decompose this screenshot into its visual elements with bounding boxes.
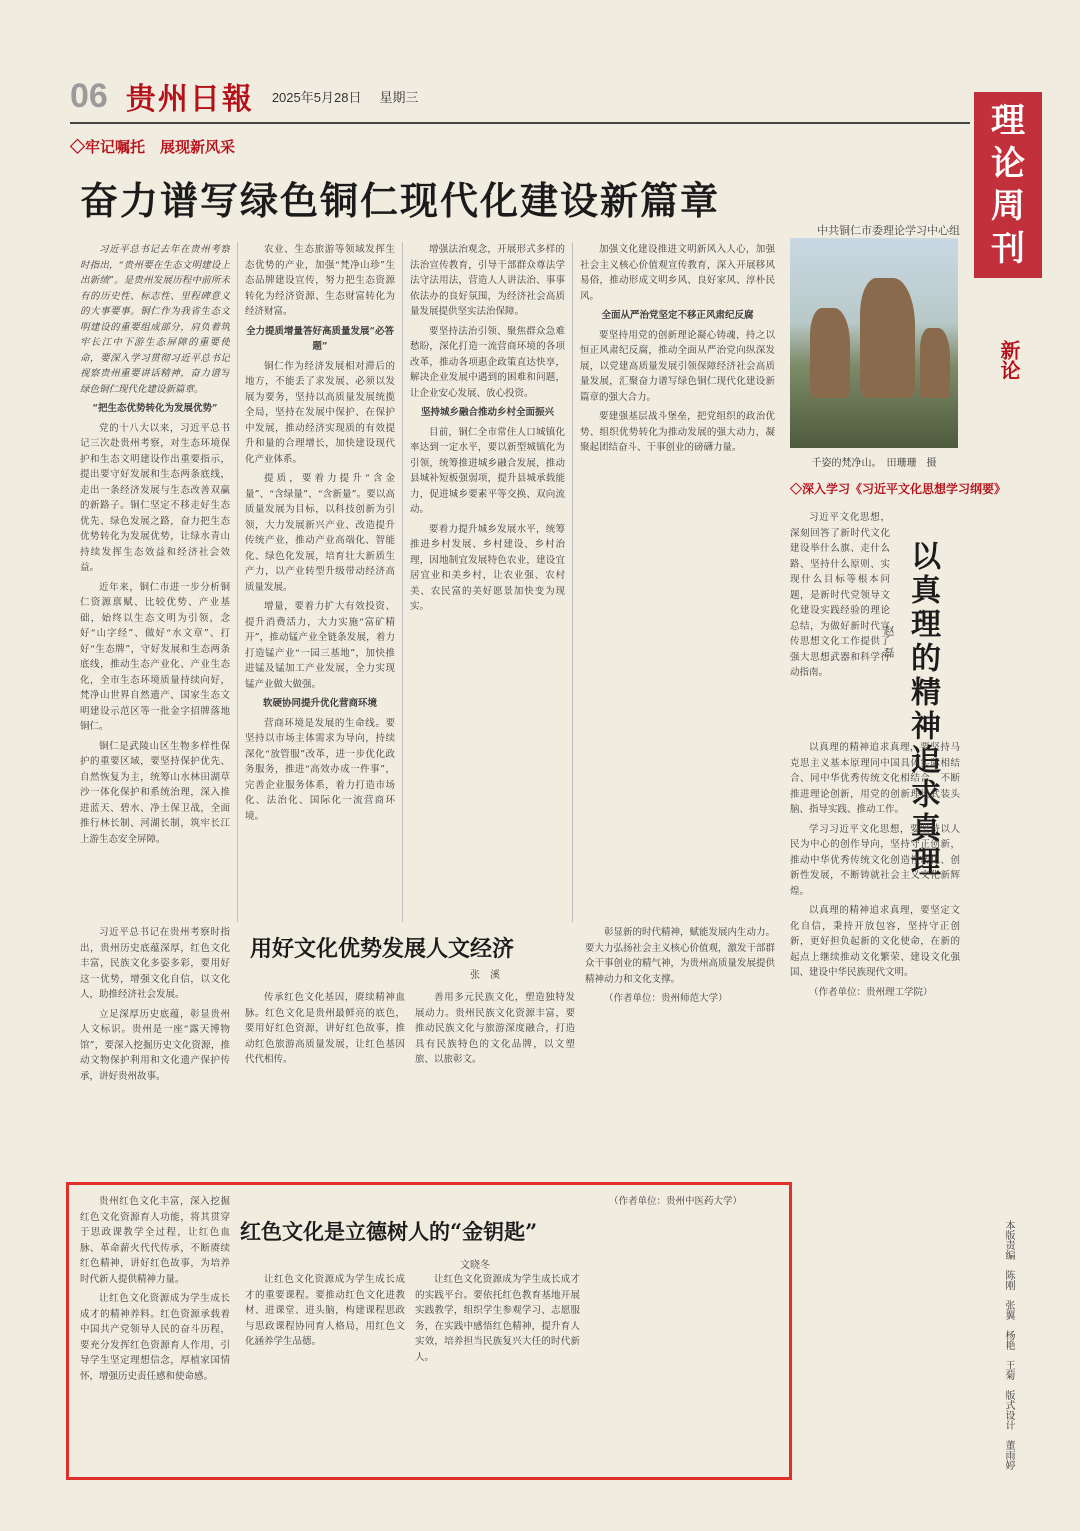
page-number: 06 [70,76,108,115]
photo-rock [860,278,915,398]
band-char-3: 周 [991,186,1025,226]
main-headline: 奋力谱写绿色铜仁现代化建设新篇章 [80,178,721,223]
main-subhead-4: 坚持城乡融合推动乡村全面振兴 [420,407,554,418]
main-paragraph: 铜仁作为经济发展相对滞后的地方，不能丢了求发展、必须以发展为要务，坚持以高质量发展统揽全局，坚持在发展中保护、在保护中发展，推动经济实现质的有效提升和量的合理增长，加快建设现代化产业体系。 [245,360,395,465]
side-headline: 以真理的精神追求真理 [905,540,940,880]
editors-credit: 本版责编 陈刚 张翼 杨艳 王菊 版式设计 董雨婷 [1003,1220,1014,1470]
band-char-1: 理 [991,101,1025,141]
main-column-4 [580,242,775,922]
side-credit: （作者单位：贵州理工学院） [809,986,933,998]
main-intro: 习近平总书记去年在贵州考察时指出，“贵州要在生态文明建设上出新绩”。是贵州发展历程中前所未有的历史性、标志性、里程碑意义的大事要事。铜仁作为我省生态文明建设的重要组成部分，肩负着筑牢长江中下游生态屏障的重要使命，要深入学习贯彻习近平总书记视察贵州重要讲话精神，奋力谱写绿色铜仁现代化建设新篇章。 [80,244,230,395]
main-paragraph: 加强文化建设推进文明新风入人心，加强社会主义核心价值观宣传教育，深入开展移风易俗，推动形成文明乡风、良好家风、淳朴民风。 [580,244,775,302]
main-paragraph: 近年来，铜仁市进一步分析铜仁资源禀赋、比较优势、产业基础，始终以生态文明为引领，念好“山字经”、做好“水文章”、打好“生态牌”，守好发展和生态两条底线，推动生态产业化、产业生态化，全市生态环境质量持续向好，梵净山世界自然遗产、国家生态文明建设示范区等一批金字招牌落地铜仁。 [80,581,230,732]
photo-rock [810,308,850,398]
middle-column-2 [245,990,405,1175]
main-column-2 [245,242,395,922]
boxed-paragraph: 贵州红色文化丰富，深入挖掘红色文化资源育人功能，将其贯穿于思政课教学全过程，让红色血脉、革命薪火代代传承，不断赓续红色精神，讲好红色故事，为培养时代新人提供精神力量。 [80,1196,230,1285]
main-column-3 [410,242,565,922]
middle-column-1 [80,925,230,1175]
side-column-top [790,510,890,730]
boxed-column-4 [590,1194,780,1470]
boxed-paragraph: 让红色文化资源成为学生成长成才的重要课程。要推动红色文化进教材、进课堂、进头脑，构建课程思政与思政课程协同育人格局，用红色文化涵养学生品德。 [245,1274,405,1347]
middle-author: 张 溪 [470,970,500,981]
boxed-author: 文晓冬 [460,1260,490,1271]
main-paragraph: 增量，要着力扩大有效投资、提升消费活力，大力实施“富矿精开”，推动锰产业全链条发展，着力打造锰产业“一园三基地”，加快推进锰及锰加工产业发展，全力实现锰产业做大做强。 [245,601,395,690]
side-paragraph: 习近平文化思想，深刻回答了新时代文化建设举什么旗、走什么路、坚持什么原则、实现什么目标等根本问题，是新时代党领导文化建设实践经验的理论总结，为做好新时代宣传思想文化工作提供了强大思想武器和科学行动指南。 [790,512,890,678]
band-subtitle: 新论 [997,340,1021,380]
middle-paragraph: 彰显新的时代精神，赋能发展内生动力。要大力弘扬社会主义核心价值观，激发干部群众干事创业的精气神，为贵州高质量发展提供精神动力和文化支撑。 [585,927,775,985]
main-paragraph: 党的十八大以来，习近平总书记三次赴贵州考察，对生态环境保护和生态文明建设作出重要指示，提出要守好发展和生态两条底线，走出一条经济发展与生态改善双赢的新路子。铜仁坚定不移走好生态优先、绿色发展之路，奋力把生态优势转化为发展优势，让绿水青山持续发挥生态效益和经济社会效益。 [80,422,230,573]
middle-paragraph: 传承红色文化基因，赓续精神血脉。红色文化是贵州最鲜亮的底色，要用好红色资源，讲好红色故事，推动红色旅游高质量发展，让红色基因代代相传。 [245,992,405,1065]
header-rule [70,122,970,124]
main-column-1 [80,242,230,922]
main-paragraph: 要坚持法治引领、聚焦群众急难愁盼，深化打造一流营商环境的各项改革，推动各项惠企政策直达快享，解决企业发展中遇到的困难和问题，让企业安心发展、放心投资。 [410,325,565,399]
main-paragraph: 要建强基层战斗堡垒，把党组织的政治优势、组织优势转化为推动发展的强大动力，凝聚起团结奋斗、干事创业的磅礴力量。 [580,411,775,453]
band-char-2: 论 [991,143,1025,184]
boxed-headline: 红色文化是立德树人的“金钥匙” [240,1219,538,1244]
boxed-column-2 [245,1272,405,1470]
photo-rock [920,328,950,398]
boxed-paragraph: 让红色文化资源成为学生成长成才的实践平台。要依托红色教育基地开展实践教学，组织学生参观学习、志愿服务，在实践中感悟红色精神，提升育人实效，培养担当民族复兴大任的时代新人。 [415,1274,580,1363]
middle-column-3 [415,990,575,1175]
side-column-body [790,740,960,1480]
middle-headline: 用好文化优势发展人文经济 [250,936,515,962]
column-band [974,92,1042,278]
band-char-4: 刊 [991,228,1025,269]
column-divider [402,242,403,922]
main-paragraph: 增强法治观念，开展形式多样的法治宣传教育，引导干部群众尊法学法守法用法，营造人人讲法治、事事依法办的良好氛围，为经济社会高质量发展提供坚实法治保障。 [410,244,565,317]
column-divider [237,242,238,922]
boxed-column-3 [415,1272,580,1470]
middle-paragraph: 立足深厚历史底蕴，彰显贵州人文标识。贵州是一座“露天博物馆”，要深入挖掘历史文化资源，推动文物保护利用和文化遗产保护传承，讲好贵州故事。 [80,1008,230,1082]
karst-photo [790,238,958,448]
main-paragraph: 要坚持用党的创新理论凝心铸魂，持之以恒正风肃纪反腐，推动全面从严治党向纵深发展，以党建高质量发展引领保障经济社会高质量发展，汇聚奋力谱写绿色铜仁现代化建设新篇章的强大合力。 [580,329,775,403]
boxed-credit: （作者单位：贵州中医药大学） [609,1196,743,1207]
side-author: 赵 磊 [882,625,895,658]
side-section-tag: ◇深入学习《习近平文化思想学习纲要》 [790,482,1007,496]
column-divider [572,242,573,922]
side-paragraph: 学习习近平文化思想，要坚持以人民为中心的创作导向，坚持守正创新，推动中华优秀传统文化创造性转化、创新性发展，不断铸就社会主义文化新辉煌。 [790,823,960,897]
main-subhead-5: 全面从严治党坚定不移正风肃纪反腐 [601,310,754,321]
main-subhead-3: 软硬协同提升优化营商环境 [262,698,377,709]
boxed-paragraph: 让红色文化资源成为学生成长成才的精神养料。红色资源承载着中国共产党领导人民的奋斗历程，要充分发挥红色资源育人作用，引导学生坚定理想信念，厚植家国情怀，增强历史责任感和使命感。 [80,1293,230,1382]
main-paragraph: 提质，要着力提升“含金量”、“含绿量”、“含新量”。要以高质量发展为目标，以科技创新为引领，大力发展新兴产业、改造提升传统产业，推动产业高端化、智能化、绿色化发展，培育壮大新质生产力，以产业转型升级带动经济高质量发展。 [245,473,395,593]
issue-date: 2025年5月28日 [271,89,362,105]
section-tag: ◇牢记嘱托 展现新风采 [70,139,236,156]
masthead [70,76,970,117]
middle-column-4 [585,925,775,1175]
main-byline: 中共铜仁市委理论学习中心组 [817,224,960,237]
side-paragraph: 以真理的精神追求真理，要坚定文化自信，秉持开放包容，坚持守正创新，更好担负起新的文化使命，在新的起点上继续推动文化繁荣、建设文化强国、建设中华民族现代文明。 [790,905,960,978]
paper-name: 贵州日報 [125,82,254,117]
side-paragraph: 以真理的精神追求真理，要坚持马克思主义基本原理同中国具体实际相结合、同中华优秀传统文化相结合，不断推进理论创新，用党的创新理论武装头脑、指导实践、推动工作。 [790,742,960,815]
middle-credit: （作者单位：贵州师范大学） [604,993,728,1004]
boxed-column-1 [80,1194,230,1470]
middle-paragraph: 善用多元民族文化，塑造独特发展动力。贵州民族文化资源丰富，要推动民族文化与旅游深度融合，打造具有民族特色的文化品牌，以文塑旅、以旅彰文。 [415,992,575,1065]
photo-caption: 千姿的梵净山。 田珊珊 摄 [811,458,937,469]
main-paragraph: 农业、生态旅游等领域发挥生态优势的产业，加强“梵净山珍”生态品牌建设宣传，努力把生态资源转化为经济资源、生态财富转化为经济财富。 [245,244,395,317]
main-subhead-1: “把生态优势转化为发展优势” [92,403,218,414]
main-paragraph: 铜仁是武陵山区生物多样性保护的重要区域，要坚持保护优先、自然恢复为主，统筹山水林田湖草沙一体化保护和系统治理，深入推进蓝天、碧水、净土保卫战，全面推行林长制、河湖长制，筑牢长江上游生态安全屏障。 [80,740,230,845]
main-subhead-2: 全力提质增量答好高质量发展“必答题” [246,325,394,352]
main-paragraph: 目前，铜仁全市常住人口城镇化率达到一定水平，要以新型城镇化为引领，统筹推进城乡融合发展，推动县城补短板强弱项，提升县城承载能力，促进城乡要素平等交换、双向流动。 [410,426,565,515]
middle-paragraph: 习近平总书记在贵州考察时指出，贵州历史底蕴深厚，红色文化丰富，民族文化多姿多彩，要用好这一优势，增强文化自信，以文化人，助推经济社会发展。 [80,927,230,1000]
main-paragraph: 要着力提升城乡发展水平，统筹推进乡村发展、乡村建设、乡村治理，因地制宜发展特色农业，建设宜居宜业和美乡村，让农业强、农村美、农民富的美好愿景加快变为现实。 [410,523,565,612]
issue-weekday: 星期三 [379,89,419,105]
main-paragraph: 营商环境是发展的生命线。要坚持以市场主体需求为导向，持续深化“放管服”改革，进一步优化政务服务，推进“高效办成一件事”，完善企业服务体系，着力打造市场化、法治化、国际化一流营商环境。 [245,717,395,822]
